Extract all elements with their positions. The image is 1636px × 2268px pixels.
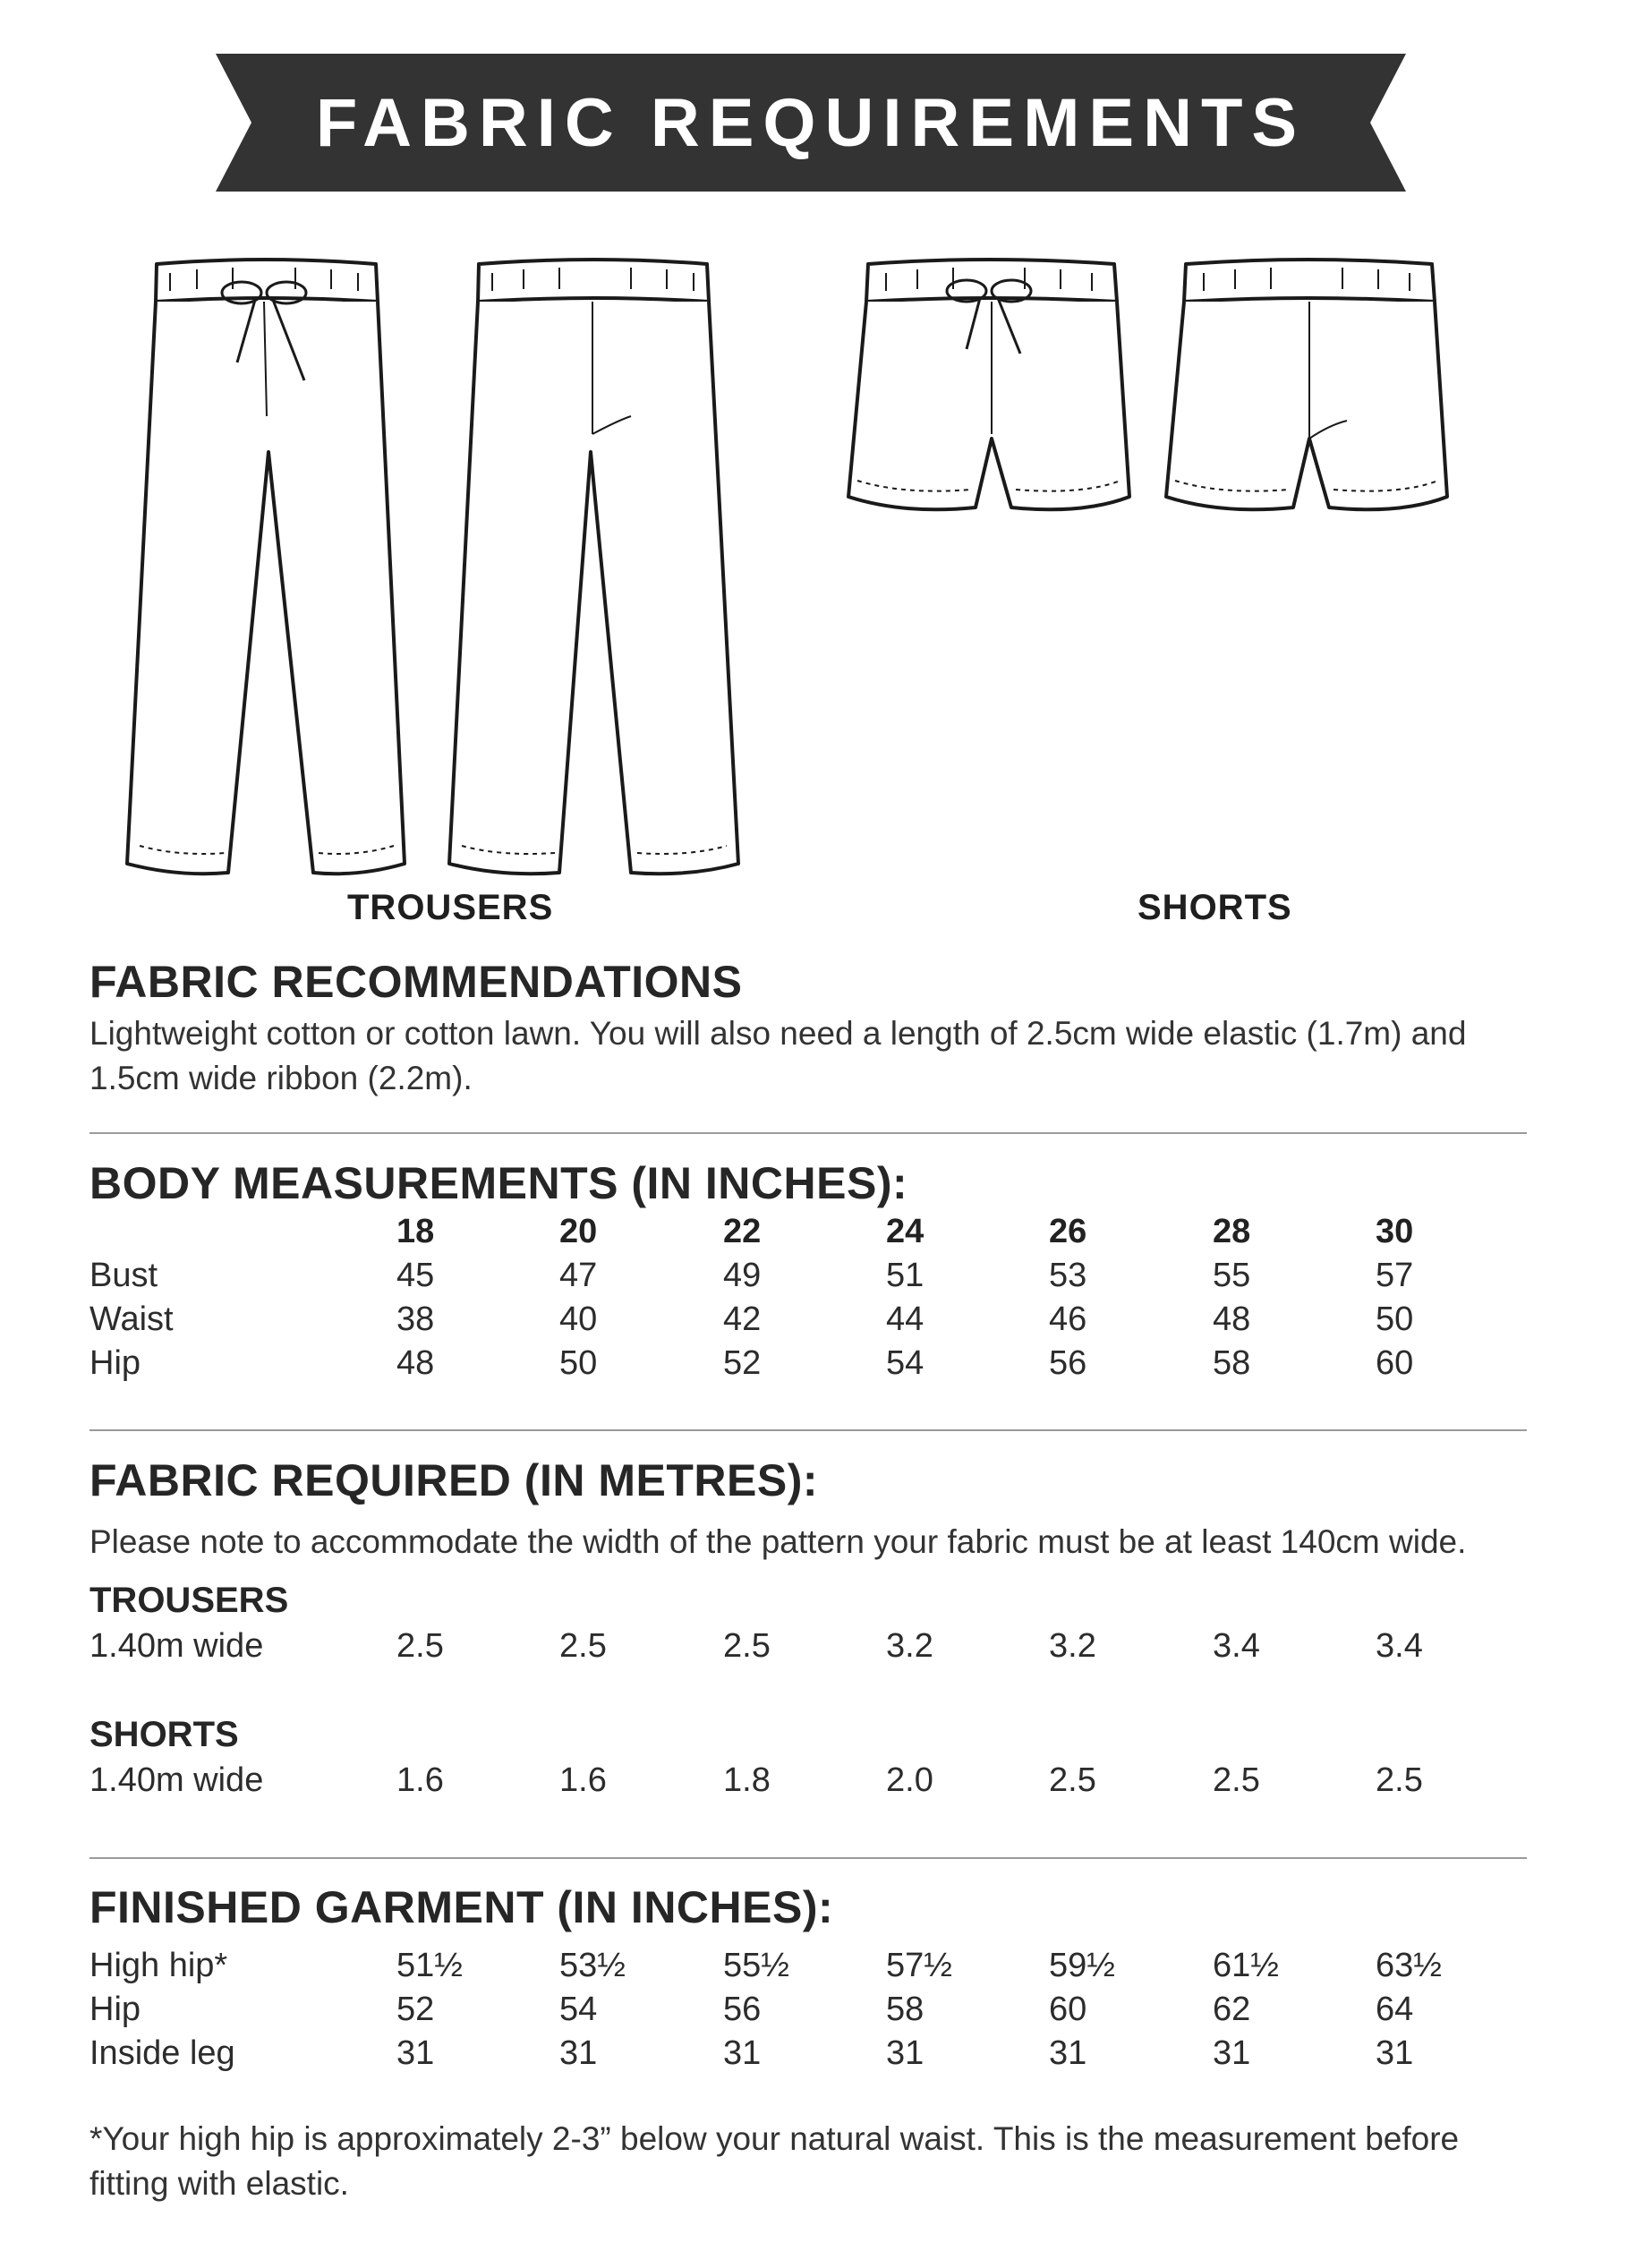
footnote-line2: fitting with elastic. bbox=[89, 2165, 349, 2202]
page-title: FABRIC REQUIREMENTS bbox=[315, 84, 1307, 161]
table-cell: 2.5 bbox=[1049, 1761, 1096, 1799]
table-cell: 31 bbox=[1376, 2034, 1414, 2072]
table-row bbox=[0, 1991, 1636, 2035]
table-cell: 53½ bbox=[559, 1947, 626, 1984]
trousers-label: TROUSERS bbox=[347, 888, 554, 927]
table-cell: 47 bbox=[559, 1257, 598, 1294]
table-row bbox=[0, 1300, 1636, 1345]
shorts-label: SHORTS bbox=[1138, 888, 1292, 927]
table-cell: 3.2 bbox=[886, 1627, 933, 1665]
table-cell: 2.5 bbox=[1213, 1761, 1260, 1799]
table-cell: 62 bbox=[1213, 1991, 1251, 2028]
fabric-width-note: Please note to accommodate the width of the pattern your fabric must be at least 140cm wide. bbox=[89, 1523, 1467, 1560]
table-cell: 59½ bbox=[1049, 1947, 1115, 1984]
row-label: Hip bbox=[89, 1344, 141, 1382]
table-cell: 48 bbox=[396, 1344, 435, 1382]
title-banner bbox=[216, 54, 1406, 192]
table-cell: 51½ bbox=[396, 1947, 463, 1984]
recommendations-text-line1: Lightweight cotton or cotton lawn. You will also need a length of 2.5cm wide elastic (1.7m) and bbox=[89, 1015, 1467, 1052]
shorts-front-illustration bbox=[841, 255, 1137, 524]
table-cell: 58 bbox=[886, 1991, 925, 2028]
table-cell: 61½ bbox=[1213, 1947, 1279, 1984]
trousers-subtitle: TROUSERS bbox=[89, 1581, 289, 1620]
table-cell: 50 bbox=[1376, 1300, 1414, 1338]
table-cell: 2.5 bbox=[396, 1627, 444, 1665]
shorts-subtitle: SHORTS bbox=[89, 1715, 239, 1754]
table-row bbox=[0, 1761, 1636, 1806]
table-cell: 38 bbox=[396, 1300, 435, 1338]
finished-garment-title: FINISHED GARMENT (IN INCHES): bbox=[89, 1882, 834, 1932]
size-header: 26 bbox=[1049, 1213, 1087, 1250]
table-cell: 54 bbox=[886, 1344, 925, 1382]
body-measurements-title: BODY MEASUREMENTS (IN INCHES): bbox=[89, 1158, 908, 1208]
table-row bbox=[0, 1947, 1636, 1991]
table-cell: 31 bbox=[1213, 2034, 1251, 2072]
table-cell: 63½ bbox=[1376, 1947, 1442, 1984]
table-cell: 2.0 bbox=[886, 1761, 933, 1799]
table-cell: 60 bbox=[1049, 1991, 1087, 2028]
table-cell: 57 bbox=[1376, 1257, 1414, 1294]
table-cell: 1.6 bbox=[396, 1761, 444, 1799]
footnote-line1: *Your high hip is approximately 2-3” below your natural waist. This is the measurement before bbox=[89, 2120, 1460, 2157]
fabric-required-title: FABRIC REQUIRED (IN METRES): bbox=[89, 1455, 818, 1505]
table-cell: 55 bbox=[1213, 1257, 1251, 1294]
row-label: Inside leg bbox=[89, 2034, 235, 2072]
table-cell: 3.2 bbox=[1049, 1627, 1096, 1665]
table-cell: 31 bbox=[886, 2034, 925, 2072]
table-cell: 3.4 bbox=[1376, 1627, 1423, 1665]
divider bbox=[89, 1429, 1527, 1431]
table-cell: 57½ bbox=[886, 1947, 952, 1984]
table-cell: 31 bbox=[559, 2034, 598, 2072]
size-header: 18 bbox=[396, 1213, 435, 1250]
divider bbox=[89, 1857, 1527, 1859]
row-label: Waist bbox=[89, 1300, 174, 1338]
table-cell: 52 bbox=[723, 1344, 762, 1382]
table-cell: 2.5 bbox=[723, 1627, 771, 1665]
row-label: 1.40m wide bbox=[89, 1627, 264, 1665]
recommendations-title: FABRIC RECOMMENDATIONS bbox=[89, 957, 743, 1007]
table-cell: 1.6 bbox=[559, 1761, 607, 1799]
size-header: 20 bbox=[559, 1213, 598, 1250]
size-header: 24 bbox=[886, 1213, 925, 1250]
table-cell: 50 bbox=[559, 1344, 598, 1382]
row-label: Hip bbox=[89, 1991, 141, 2028]
table-cell: 40 bbox=[559, 1300, 598, 1338]
recommendations-text-line2: 1.5cm wide ribbon (2.2m). bbox=[89, 1060, 473, 1096]
trousers-back-illustration bbox=[439, 255, 752, 882]
table-cell: 54 bbox=[559, 1991, 598, 2028]
table-cell: 58 bbox=[1213, 1344, 1251, 1382]
table-cell: 56 bbox=[723, 1991, 762, 2028]
size-header: 22 bbox=[723, 1213, 762, 1250]
row-label: Bust bbox=[89, 1257, 158, 1294]
table-cell: 45 bbox=[396, 1257, 435, 1294]
table-cell: 56 bbox=[1049, 1344, 1087, 1382]
table-row bbox=[0, 1627, 1636, 1672]
table-cell: 31 bbox=[396, 2034, 435, 2072]
table-cell: 64 bbox=[1376, 1991, 1414, 2028]
row-label: 1.40m wide bbox=[89, 1761, 264, 1799]
table-cell: 53 bbox=[1049, 1257, 1087, 1294]
recommendations-text bbox=[89, 1011, 1539, 1101]
table-cell: 3.4 bbox=[1213, 1627, 1260, 1665]
table-cell: 31 bbox=[1049, 2034, 1087, 2072]
table-row bbox=[0, 2034, 1636, 2079]
table-cell: 48 bbox=[1213, 1300, 1251, 1338]
size-header: 30 bbox=[1376, 1213, 1414, 1250]
table-row bbox=[0, 1257, 1636, 1301]
table-cell: 2.5 bbox=[559, 1627, 607, 1665]
table-cell: 51 bbox=[886, 1257, 925, 1294]
table-cell: 44 bbox=[886, 1300, 925, 1338]
table-cell: 1.8 bbox=[723, 1761, 771, 1799]
trousers-front-illustration bbox=[116, 255, 412, 882]
table-cell: 52 bbox=[396, 1991, 435, 2028]
row-label: High hip* bbox=[89, 1947, 228, 1984]
table-cell: 2.5 bbox=[1376, 1761, 1423, 1799]
table-cell: 60 bbox=[1376, 1344, 1414, 1382]
size-header-row bbox=[0, 1213, 1636, 1258]
table-cell: 49 bbox=[723, 1257, 762, 1294]
size-header: 28 bbox=[1213, 1213, 1251, 1250]
table-cell: 42 bbox=[723, 1300, 762, 1338]
divider bbox=[89, 1132, 1527, 1134]
table-cell: 31 bbox=[723, 2034, 762, 2072]
table-cell: 55½ bbox=[723, 1947, 789, 1984]
table-cell: 46 bbox=[1049, 1300, 1087, 1338]
table-row bbox=[0, 1344, 1636, 1389]
shorts-back-illustration bbox=[1159, 255, 1454, 524]
footnote bbox=[89, 2117, 1539, 2206]
